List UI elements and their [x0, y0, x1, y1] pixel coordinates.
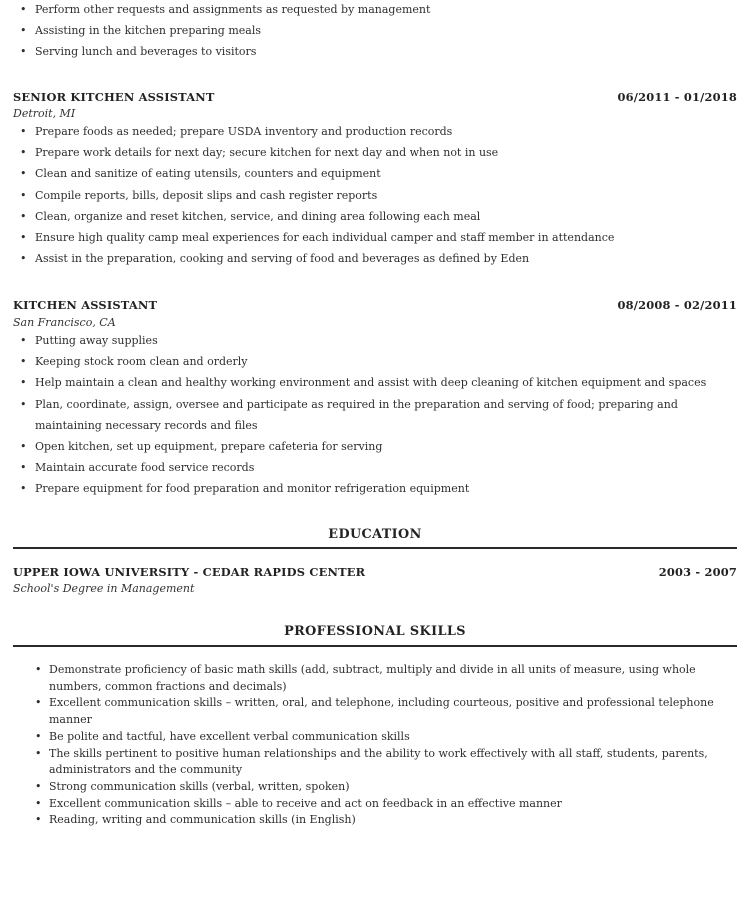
- job-title: KITCHEN ASSISTANT: [13, 298, 158, 312]
- skills-heading: PROFESSIONAL SKILLS: [284, 624, 466, 639]
- list-item: • Demonstrate proficiency of basic math skills (add, subtract, multiply and divide in all units of measure, using whole numbers, common fractions and decimals): [0, 662, 750, 695]
- skills-list: [0, 662, 750, 829]
- job-location: San Francisco, CA: [13, 316, 116, 329]
- list-item: • Excellent communication skills – written, oral, and telephone, including courteous, positive and professional telephone manner: [0, 695, 750, 728]
- job-dates: 08/2008 - 02/2011: [617, 298, 737, 312]
- list-item: • Prepare work details for next day; secure kitchen for next day and when not in use: [0, 142, 740, 163]
- list-item: • Plan, coordinate, assign, oversee and participate as required in the preparation and serving of food; preparing and maintaining necessary records and files: [0, 394, 740, 436]
- job-duties: [0, 330, 740, 500]
- section-divider: [13, 547, 737, 549]
- previous-job-duties: [0, 0, 740, 63]
- education-heading: EDUCATION: [328, 527, 422, 542]
- education-dates: 2003 - 2007: [658, 565, 737, 579]
- list-item: • Help maintain a clean and healthy working environment and assist with deep cleaning of kitchen equipment and spaces: [0, 372, 740, 393]
- list-item: • Keeping stock room clean and orderly: [0, 351, 740, 372]
- job-duties: [0, 121, 740, 269]
- list-item: • Prepare equipment for food preparation and monitor refrigeration equipment: [0, 478, 740, 499]
- list-item: • Clean and sanitize of eating utensils, counters and equipment: [0, 163, 740, 184]
- list-item: • Reading, writing and communication skills (in English): [0, 812, 750, 829]
- list-item: • Assisting in the kitchen preparing meals: [0, 20, 740, 41]
- education-header: [13, 565, 737, 579]
- section-divider: [13, 645, 737, 647]
- list-item: • Serving lunch and beverages to visitors: [0, 41, 740, 62]
- school-name: UPPER IOWA UNIVERSITY - CEDAR RAPIDS CENTER: [13, 565, 366, 579]
- list-item: • Prepare foods as needed; prepare USDA inventory and production records: [0, 121, 740, 142]
- job-location: Detroit, MI: [13, 107, 76, 120]
- list-item: • Open kitchen, set up equipment, prepare cafeteria for serving: [0, 436, 740, 457]
- job-dates: 06/2011 - 01/2018: [617, 90, 737, 104]
- list-item: • Assist in the preparation, cooking and serving of food and beverages as defined by Eden: [0, 248, 740, 269]
- list-item: • Excellent communication skills – able to receive and act on feedback in an effective manner: [0, 796, 750, 813]
- list-item: • Maintain accurate food service records: [0, 457, 740, 478]
- job-header: [13, 298, 737, 312]
- job-title: SENIOR KITCHEN ASSISTANT: [13, 90, 215, 104]
- list-item: • Perform other requests and assignments as requested by management: [0, 0, 740, 20]
- list-item: • Clean, organize and reset kitchen, service, and dining area following each meal: [0, 206, 740, 227]
- list-item: • The skills pertinent to positive human relationships and the ability to work effectively with all staff, students, parents, administrators and the community: [0, 746, 750, 779]
- list-item: • Strong communication skills (verbal, written, spoken): [0, 779, 750, 796]
- list-item: • Compile reports, bills, deposit slips and cash register reports: [0, 185, 740, 206]
- list-item: • Putting away supplies: [0, 330, 740, 351]
- job-header: [13, 90, 737, 104]
- list-item: • Be polite and tactful, have excellent verbal communication skills: [0, 729, 750, 746]
- degree: School's Degree in Management: [13, 582, 195, 595]
- list-item: • Ensure high quality camp meal experiences for each individual camper and staff member in attendance: [0, 227, 740, 248]
